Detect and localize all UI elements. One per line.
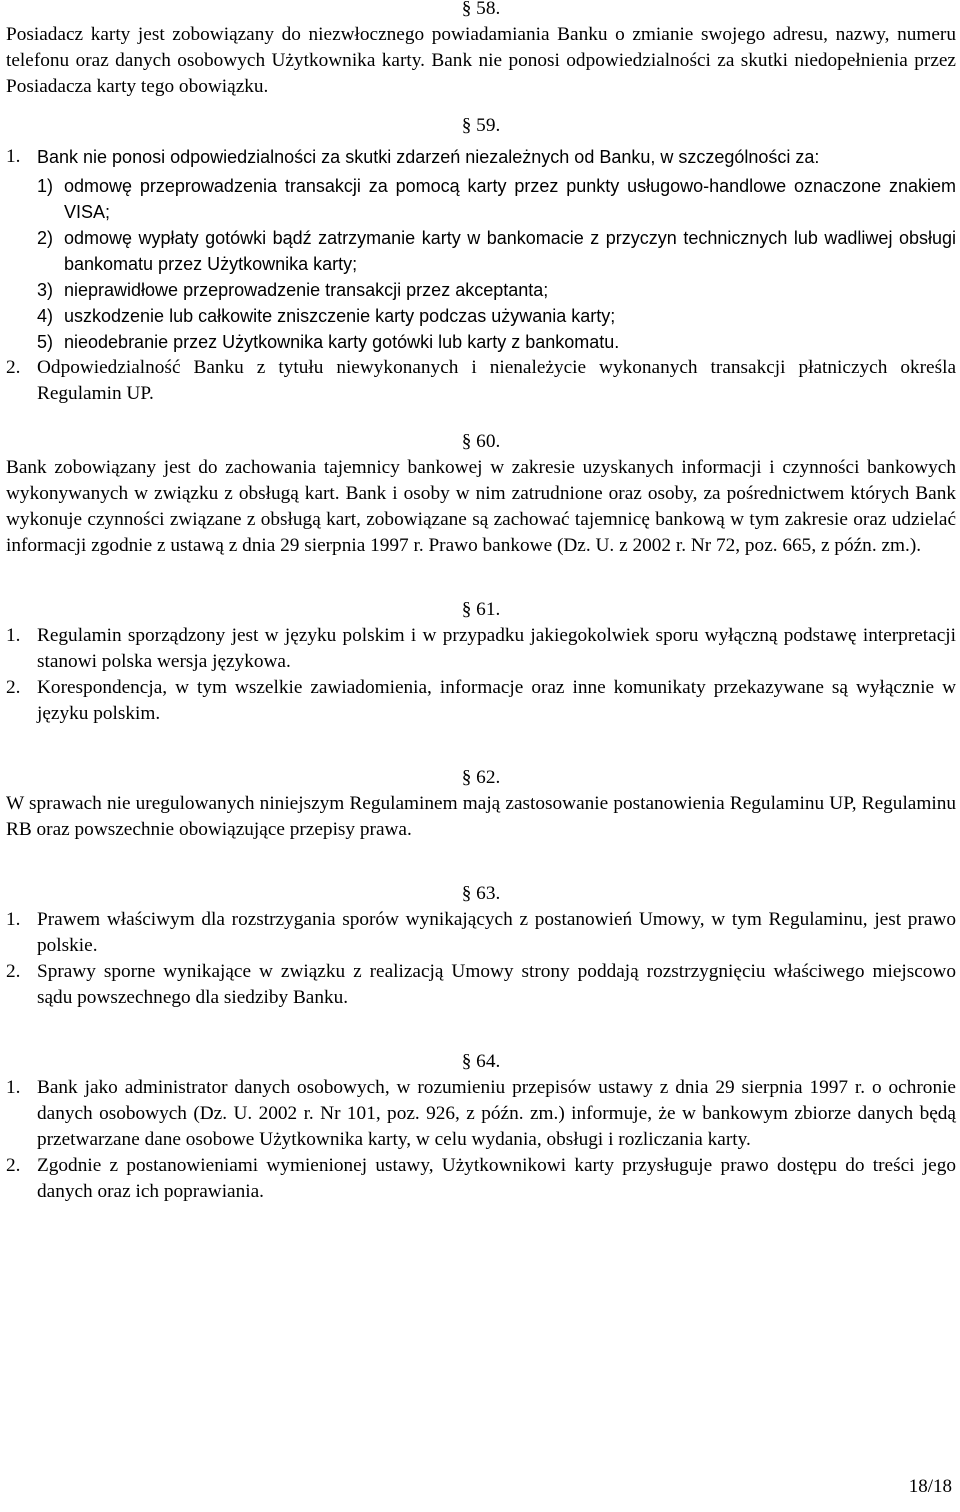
subitem-text: odmowę wypłaty gotówki bądź zatrzymanie karty w bankomacie z przyczyn technicznych lub wadliwej obsługi bankomatu przez Użytkownika karty; [64, 228, 956, 274]
item-text: Korespondencja, w tym wszelkie zawiadomienia, informacje oraz inne komunikaty przekazywane są wyłącznie w języku polskim. [37, 677, 956, 724]
item-number: 1. [6, 146, 21, 167]
section-heading-60: § 60. [461, 431, 501, 452]
section-62-text: W sprawach nie uregulowanych niniejszym Regulaminem mają zastosowanie postanowienia Regulaminu UP, Regulaminu RB oraz powszechnie obowiązujące przepisy prawa. [6, 793, 956, 840]
section-61-item-1 [6, 623, 956, 675]
item-text: Regulamin sporządzony jest w języku polskim i w przypadku jakiegokolwiek sporu wyłączną podstawę interpretacji stanowi polska wersja językowa. [37, 625, 956, 672]
section-59-subitem-1 [37, 173, 956, 225]
subitem-number: 3) [37, 280, 54, 300]
item-text: Prawem właściwym dla rozstrzygania sporów wynikających z postanowień Umowy, w tym Regulaminu, jest prawo polskie. [37, 909, 956, 956]
item-number: 2. [6, 1155, 21, 1176]
section-63-item-1 [6, 907, 956, 959]
item-number: 2. [6, 961, 21, 982]
item-text: Bank jako administrator danych osobowych, w rozumieniu przepisów ustawy z dnia 29 sierpnia 1997 r. o ochronie danych osobowych (Dz. U. 2002 r. Nr 101, poz. 926, z późn. zm.) informuje, że w bankowym zbiorze danych będą przetwarzane dane osobowe Użytkownika karty, w celu wydania, obsługi i rozliczania karty. [37, 1077, 956, 1150]
item-number: 1. [6, 1077, 21, 1098]
subitem-text: nieodebranie przez Użytkownika karty gotówki lub karty z bankomatu. [64, 332, 620, 352]
subitem-number: 2) [37, 228, 54, 248]
subitem-number: 1) [37, 176, 54, 196]
section-59-subitem-2 [37, 225, 956, 277]
subitem-text: nieprawidłowe przeprowadzenie transakcji przez akceptanta; [64, 280, 549, 300]
section-60-text: Bank zobowiązany jest do zachowania tajemnicy bankowej w zakresie uzyskanych informacji i czynności bankowych wykonywanych w związku z obsługą kart. Bank i osoby w nim zatrudnione oraz osoby, za pośrednictwem których Bank wykonuje czynności związane z obsługą kart, zobowiązane są zachować tajemnicę bankową w tym zakresie oraz udzielać informacji zgodnie z ustawą z dnia 29 sierpnia 1997 r. Prawo bankowe (Dz. U. z 2002 r. Nr 72, poz. 665, z późn. zm.). [6, 457, 956, 556]
section-64-item-2 [6, 1153, 956, 1205]
section-63-item-2 [6, 959, 956, 1011]
subitem-number: 5) [37, 332, 54, 352]
page-number: 18/18 [908, 1476, 952, 1497]
section-59-item-2 [6, 355, 956, 407]
section-59-subitem-4 [37, 303, 956, 329]
section-heading-62: § 62. [461, 767, 501, 788]
subitem-text: uszkodzenie lub całkowite zniszczenie karty podczas używania karty; [64, 306, 616, 326]
item-text: Bank nie ponosi odpowiedzialności za skutki zdarzeń niezależnych od Banku, w szczególności za: [37, 147, 820, 167]
subitem-text: odmowę przeprowadzenia transakcji za pomocą karty przez punkty usługowo-handlowe oznaczone znakiem VISA; [64, 176, 956, 222]
item-number: 2. [6, 357, 21, 378]
section-59-subitem-3 [37, 277, 956, 303]
item-text: Odpowiedzialność Banku z tytułu niewykonanych i nienależycie wykonanych transakcji płatniczych określa Regulamin UP. [37, 357, 956, 404]
section-59-item-1 [6, 144, 956, 170]
subitem-number: 4) [37, 306, 54, 326]
section-heading-63: § 63. [461, 883, 501, 904]
section-heading-64: § 64. [461, 1051, 501, 1072]
document-page [6, 0, 956, 1205]
section-58-text: Posiadacz karty jest zobowiązany do niezwłocznego powiadamiania Banku o zmianie swojego adresu, nazwy, numeru telefonu oraz danych osobowych Użytkownika karty. Bank nie ponosi odpowiedzialności za skutki niedopełnienia przez Posiadacza karty tego obowiązku. [6, 24, 956, 97]
item-number: 1. [6, 625, 21, 646]
section-heading-58: § 58. [461, 0, 501, 19]
section-59-subitem-5 [37, 329, 956, 355]
section-64-item-1 [6, 1075, 956, 1153]
item-text: Zgodnie z postanowieniami wymienionej ustawy, Użytkownikowi karty przysługuje prawo dostępu do treści jego danych oraz ich poprawiania. [37, 1155, 956, 1202]
item-text: Sprawy sporne wynikające w związku z realizacją Umowy strony poddają rozstrzygnięciu właściwego miejscowo sądu powszechnego dla siedziby Banku. [37, 961, 956, 1008]
section-heading-59: § 59. [461, 115, 501, 136]
section-61-item-2 [6, 675, 956, 727]
item-number: 1. [6, 909, 21, 930]
section-heading-61: § 61. [461, 599, 501, 620]
item-number: 2. [6, 677, 21, 698]
